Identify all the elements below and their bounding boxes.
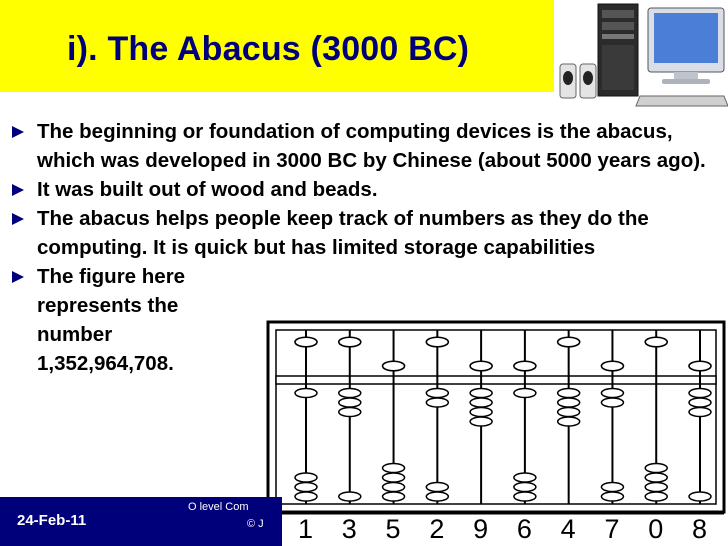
figure-text-line: 1,352,964,708.: [37, 352, 174, 375]
abacus-heaven-bead: [514, 361, 536, 371]
abacus-earth-bead: [558, 417, 580, 426]
abacus-earth-bead: [645, 492, 667, 501]
abacus-earth-bead: [295, 482, 317, 491]
abacus-earth-bead: [426, 492, 448, 501]
abacus-digit-label: 4: [560, 514, 576, 544]
abacus-digit-label: 3: [341, 514, 357, 544]
abacus-heaven-bead: [339, 337, 361, 347]
abacus-digit-label: 1: [298, 514, 314, 544]
footer-course-text: O level Com: [188, 501, 249, 513]
abacus-earth-bead: [295, 492, 317, 501]
abacus-heaven-bead: [645, 337, 667, 347]
abacus-heaven-bead: [601, 361, 623, 371]
triangle-bullet-icon: [12, 184, 24, 196]
bullet-item: [10, 204, 724, 262]
abacus-illustration: [262, 318, 728, 546]
abacus-earth-bead: [339, 388, 361, 397]
abacus-heaven-bead: [470, 361, 492, 371]
abacus-earth-bead: [383, 473, 405, 482]
abacus-earth-bead: [689, 388, 711, 397]
abacus-earth-bead: [339, 398, 361, 407]
footer-copyright-text: © J: [247, 518, 264, 530]
abacus-earth-bead: [689, 492, 711, 501]
abacus-earth-bead: [689, 398, 711, 407]
abacus-earth-bead: [514, 492, 536, 501]
abacus-earth-bead: [601, 398, 623, 407]
abacus-earth-bead: [470, 407, 492, 416]
abacus-earth-bead: [514, 388, 536, 397]
abacus-earth-bead: [645, 463, 667, 472]
abacus-earth-bead: [514, 473, 536, 482]
figure-text-line: The figure here: [37, 265, 186, 288]
abacus-earth-bead: [426, 388, 448, 397]
abacus-earth-bead: [601, 482, 623, 491]
computer-icon: [556, 0, 728, 108]
abacus-earth-bead: [426, 482, 448, 491]
abacus-earth-bead: [558, 407, 580, 416]
bullet-text: The abacus helps people keep track of numbers as they do the computing. It is quick but has limited storage capabilities: [37, 207, 649, 259]
bullet-item: [10, 117, 724, 175]
abacus-digit-label: 5: [385, 514, 401, 544]
abacus-beam: [276, 376, 716, 384]
abacus-earth-bead: [558, 388, 580, 397]
triangle-bullet-icon: [12, 271, 24, 283]
abacus-earth-bead: [601, 492, 623, 501]
bullet-item-figure: [10, 262, 212, 378]
abacus-earth-bead: [295, 388, 317, 397]
abacus-heaven-bead: [426, 337, 448, 347]
abacus-earth-bead: [514, 482, 536, 491]
abacus-earth-bead: [426, 398, 448, 407]
bullet-text: It was built out of wood and beads.: [37, 178, 378, 201]
abacus-heaven-bead: [383, 361, 405, 371]
abacus-earth-bead: [601, 388, 623, 397]
abacus-earth-bead: [339, 492, 361, 501]
abacus-earth-bead: [470, 417, 492, 426]
abacus-heaven-bead: [295, 337, 317, 347]
abacus-earth-bead: [295, 473, 317, 482]
triangle-bullet-icon: [12, 213, 24, 225]
abacus-digit-label: 9: [473, 514, 489, 544]
bullet-item: [10, 175, 724, 204]
abacus-earth-bead: [339, 407, 361, 416]
abacus-digit-row: [296, 514, 728, 544]
abacus-earth-bead: [645, 482, 667, 491]
abacus-earth-bead: [645, 473, 667, 482]
figure-text-line: number: [37, 323, 113, 346]
abacus-earth-bead: [383, 463, 405, 472]
abacus-earth-bead: [383, 482, 405, 491]
abacus-earth-bead: [383, 492, 405, 501]
abacus-earth-bead: [689, 407, 711, 416]
abacus-digit-label: 8: [692, 514, 708, 544]
footer-date: 24-Feb-11: [17, 512, 87, 529]
bullet-text: The beginning or foundation of computing devices is the abacus, which was developed in 3000 BC by Chinese (about 5000 years ago).: [37, 120, 706, 172]
abacus-digit-label: 0: [648, 514, 664, 544]
abacus-earth-bead: [470, 398, 492, 407]
figure-text-line: represents the: [37, 294, 179, 317]
abacus-digit-label: 6: [516, 514, 532, 544]
abacus-earth-bead: [470, 388, 492, 397]
abacus-earth-bead: [558, 398, 580, 407]
slide-title: i). The Abacus (3000 BC): [67, 30, 470, 68]
abacus-heaven-bead: [689, 361, 711, 371]
abacus-digit-label: 7: [604, 514, 620, 544]
triangle-bullet-icon: [12, 126, 24, 138]
abacus-heaven-bead: [558, 337, 580, 347]
abacus-digit-label: 2: [429, 514, 445, 544]
